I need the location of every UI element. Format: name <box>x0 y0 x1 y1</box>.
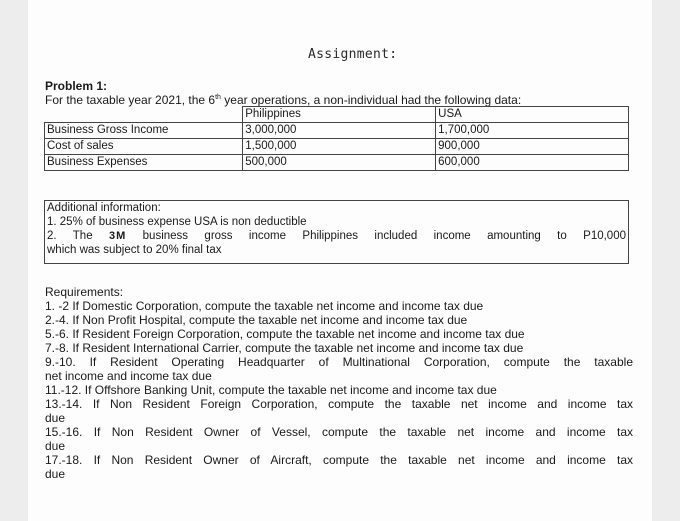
requirement-line: 13.-14. If Non Resident Foreign Corporation, compute the taxable net income and income tax <box>45 397 633 411</box>
intro-text-after: year operations, a non-individual had the following data: <box>220 93 522 107</box>
table-row <box>45 123 629 139</box>
cell-philippines: 500,000 <box>243 155 436 171</box>
problem-intro <box>45 93 521 107</box>
intro-text-before: For the taxable year 2021, the 6 <box>45 93 216 107</box>
intro-superscript: th <box>215 94 221 101</box>
requirement-line: due <box>45 411 66 425</box>
additional-item-continued: which was subject to 20% final tax <box>47 244 222 256</box>
requirement-line: due <box>45 439 66 453</box>
additional-item <box>47 229 626 243</box>
requirement-line: 1. -2 If Domestic Corporation, compute the taxable net income and income tax due <box>45 299 484 313</box>
document-page <box>28 0 652 521</box>
data-table <box>44 106 629 171</box>
requirement-line: due <box>45 467 66 481</box>
additional-item: 1. 25% of business expense USA is non deductible <box>47 216 307 228</box>
additional-information-box <box>44 200 629 264</box>
requirement-line: 17.-18. If Non Resident Owner of Aircraft, compute the taxable net income and income tax <box>45 453 633 467</box>
table-header-cell <box>45 107 243 123</box>
cell-philippines: 1,500,000 <box>243 139 436 155</box>
requirement-line: 5.-6. If Resident Foreign Corporation, compute the taxable net income and income tax due <box>45 327 525 341</box>
cell-usa: 1,700,000 <box>436 123 629 139</box>
item-prefix: 2. The <box>47 230 109 242</box>
cell-usa: 600,000 <box>436 155 629 171</box>
requirement-line: 7.-8. If Resident International Carrier, compute the taxable net income and income tax due <box>45 341 524 355</box>
cell-philippines: 3,000,000 <box>243 123 436 139</box>
requirement-line: 11.-12. If Offshore Banking Unit, compute the taxable net income and income tax due <box>45 383 497 397</box>
table-header-cell: Philippines <box>243 107 436 123</box>
requirements-title: Requirements: <box>45 285 124 299</box>
table-header-row <box>45 107 629 123</box>
requirement-line: 9.-10. If Resident Operating Headquarter of Multinational Corporation, compute the taxable <box>45 355 633 369</box>
row-label: Business Gross Income <box>45 123 243 139</box>
table-header-cell: USA <box>436 107 629 123</box>
cell-usa: 900,000 <box>436 139 629 155</box>
row-label: Cost of sales <box>45 139 243 155</box>
requirements-section <box>45 285 633 481</box>
item-text: business gross income Philippines included income amounting to P10,000 <box>126 230 626 242</box>
table-row <box>45 139 629 155</box>
assignment-heading: Assignment: <box>308 47 398 62</box>
problem-label: Problem 1: <box>45 79 108 93</box>
requirement-line: net income and income tax due <box>45 369 212 383</box>
handwritten-annotation: 3M <box>108 230 127 242</box>
table-row <box>45 155 629 171</box>
requirement-line: 2.-4. If Non Profit Hospital, compute the taxable net income and income tax due <box>45 313 468 327</box>
row-label: Business Expenses <box>45 155 243 171</box>
requirement-line: 15.-16. If Non Resident Owner of Vessel, compute the taxable net income and income tax <box>45 425 633 439</box>
additional-title: Additional information: <box>47 202 161 214</box>
